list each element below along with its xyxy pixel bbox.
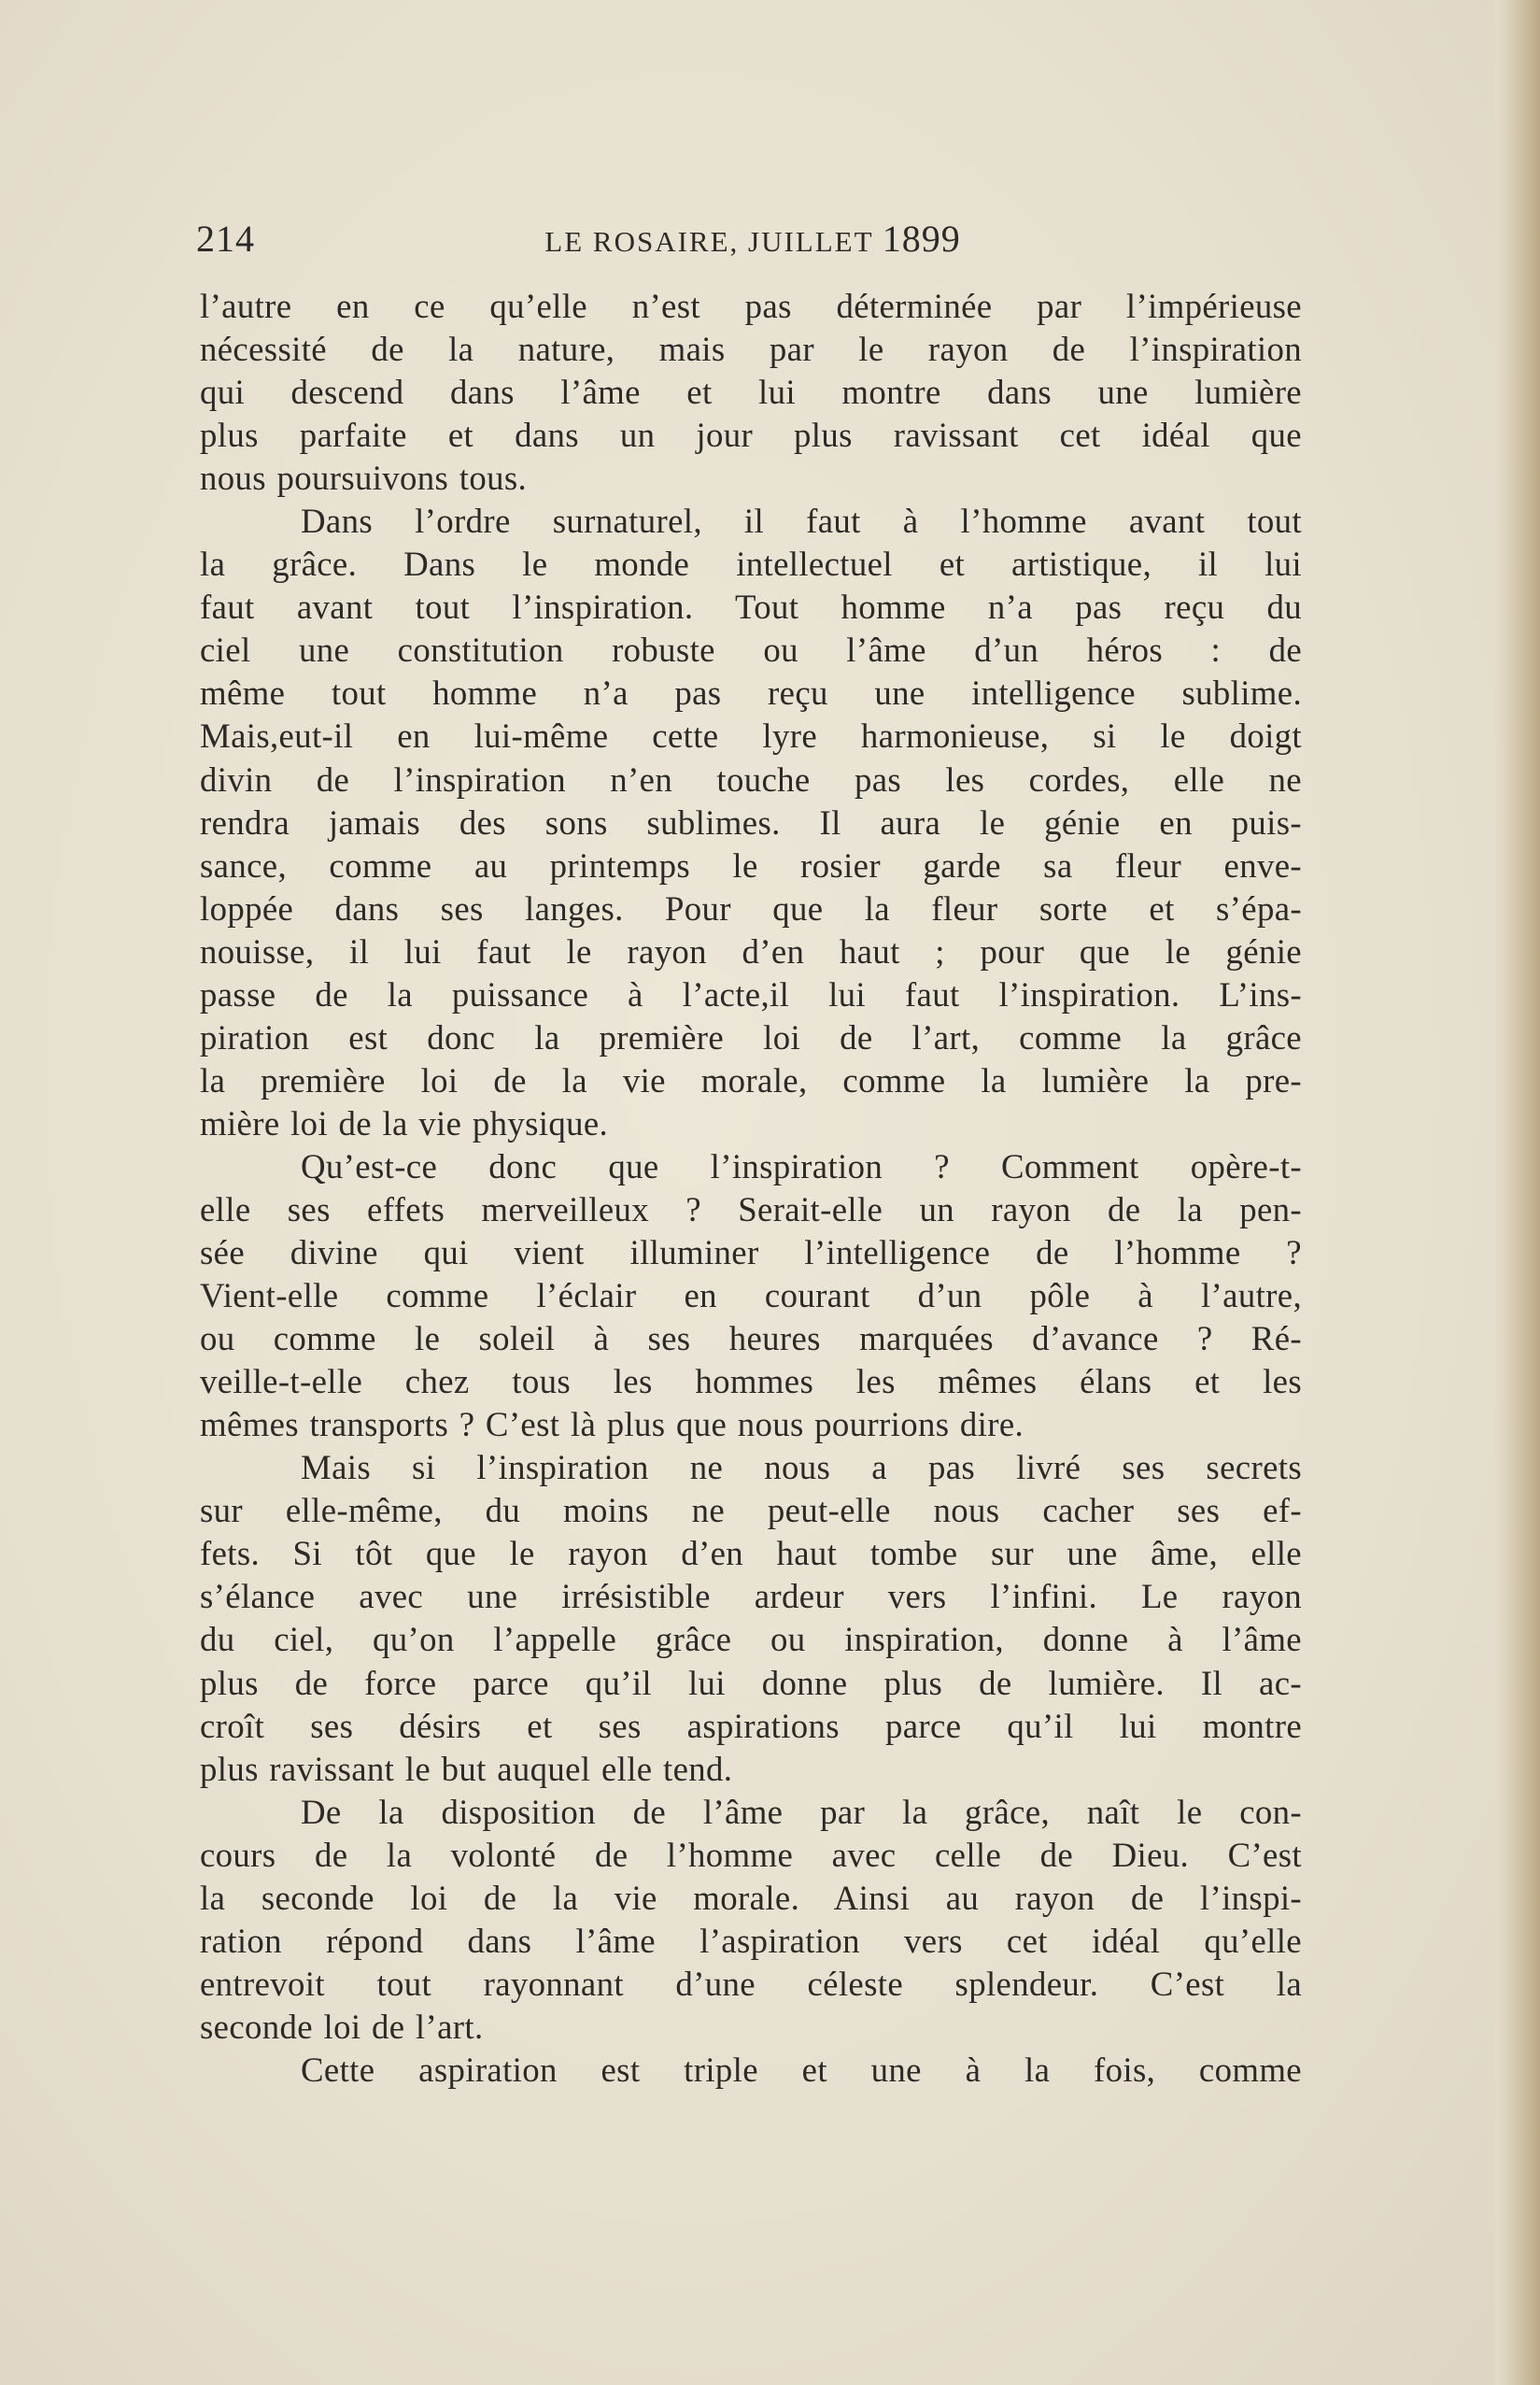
text-line: nouisse, il lui faut le rayon d’en haut ; pour que le génie (200, 931, 1302, 971)
text-line: entrevoit tout rayonnant d’une céleste splendeur. C’est la (200, 1964, 1302, 2003)
text-line: elle ses effets merveilleux ? Serait-elle un rayon de la pen- (200, 1189, 1302, 1228)
text-line: ration répond dans l’âme l’aspiration vers cet idéal qu’elle (200, 1921, 1302, 1960)
text-line: la première loi de la vie morale, comme la lumière la pre- (200, 1060, 1302, 1100)
text-line: piration est donc la première loi de l’art, comme la grâce (200, 1017, 1302, 1057)
text-line: du ciel, qu’on l’appelle grâce ou inspiration, donne à l’âme (200, 1620, 1302, 1659)
running-title-year: 1899 (882, 218, 961, 260)
body-text (200, 285, 1302, 2092)
text-line: cours de la volonté de l’homme avec celle de Dieu. C’est (200, 1835, 1302, 1874)
text-line: plus de force parce qu’il lui donne plus de lumière. Il ac- (200, 1663, 1302, 1702)
text-line: sée divine qui vient illuminer l’intelligence de l’homme ? (200, 1233, 1302, 1272)
text-line: veille-t-elle chez tous les hommes les mêmes élans et les (200, 1362, 1302, 1401)
running-header (196, 213, 1309, 269)
text-line: ciel une constitution robuste ou l’âme d’un héros : de (200, 631, 1302, 670)
text-line: la grâce. Dans le monde intellectuel et artistique, il lui (200, 545, 1302, 584)
text-line: rendra jamais des sons sublimes. Il aura le génie en puis- (200, 802, 1302, 842)
text-line: faut avant tout l’inspiration. Tout homme n’a pas reçu du (200, 588, 1302, 627)
text-line: nous poursuivons tous. (200, 459, 528, 498)
text-line: mière loi de la vie physique. (200, 1103, 609, 1143)
text-line: la seconde loi de la vie morale. Ainsi au rayon de l’inspi- (200, 1878, 1302, 1917)
text-line: divin de l’inspiration n’en touche pas les cordes, elle ne (200, 760, 1302, 799)
text-line: l’autre en ce qu’elle n’est pas déterminée par l’impérieuse (200, 287, 1302, 325)
text-line: ou comme le soleil à ses heures marquées d’avance ? Ré- (200, 1319, 1302, 1358)
page-edge (1495, 0, 1540, 2385)
text-line: seconde loi de l’art. (200, 2007, 484, 2046)
text-line: s’élance avec une irrésistible ardeur vers l’infini. Le rayon (200, 1577, 1302, 1616)
text-line: Dans l’ordre surnaturel, il faut à l’homme avant tout (301, 502, 1302, 541)
text-line: sur elle-même, du moins ne peut-elle nous cacher ses ef- (200, 1491, 1302, 1530)
running-title-text: LE ROSAIRE, JUILLET (544, 225, 873, 258)
text-line: mêmes transports ? C’est là plus que nous pourrions dire. (200, 1405, 1024, 1444)
text-line: sance, comme au printemps le rosier garde sa fleur enve- (200, 845, 1302, 885)
text-line: De la disposition de l’âme par la grâce, naît le con- (301, 1792, 1302, 1831)
running-title (196, 217, 1309, 261)
text-line: plus ravissant le but auquel elle tend. (200, 1749, 733, 1788)
text-line: fets. Si tôt que le rayon d’en haut tombe sur une âme, elle (200, 1534, 1302, 1573)
text-line: loppée dans ses langes. Pour que la fleur sorte et s’épa- (200, 888, 1302, 928)
text-line: même tout homme n’a pas reçu une intelligence sublime. (200, 674, 1302, 713)
text-line: nécessité de la nature, mais par le rayon de l’inspiration (200, 330, 1302, 369)
page-number: 214 (196, 218, 255, 260)
text-line: Cette aspiration est triple et une à la fois, comme (301, 2050, 1302, 2089)
text-line: Qu’est-ce donc que l’inspiration ? Comment opère-t- (301, 1146, 1302, 1185)
text-line: Mais si l’inspiration ne nous a pas livré ses secrets (301, 1448, 1302, 1487)
text-line: plus parfaite et dans un jour plus ravissant cet idéal que (200, 416, 1302, 455)
text-line: Mais,eut-il en lui-même cette lyre harmonieuse, si le doigt (200, 717, 1302, 756)
text-line: qui descend dans l’âme et lui montre dans une lumière (200, 373, 1302, 412)
text-line: passe de la puissance à l’acte,il lui faut l’inspiration. L’ins- (200, 974, 1302, 1014)
text-line: croît ses désirs et ses aspirations parce qu’il lui montre (200, 1706, 1302, 1745)
text-line: Vient-elle comme l’éclair en courant d’un pôle à l’autre, (200, 1276, 1302, 1315)
